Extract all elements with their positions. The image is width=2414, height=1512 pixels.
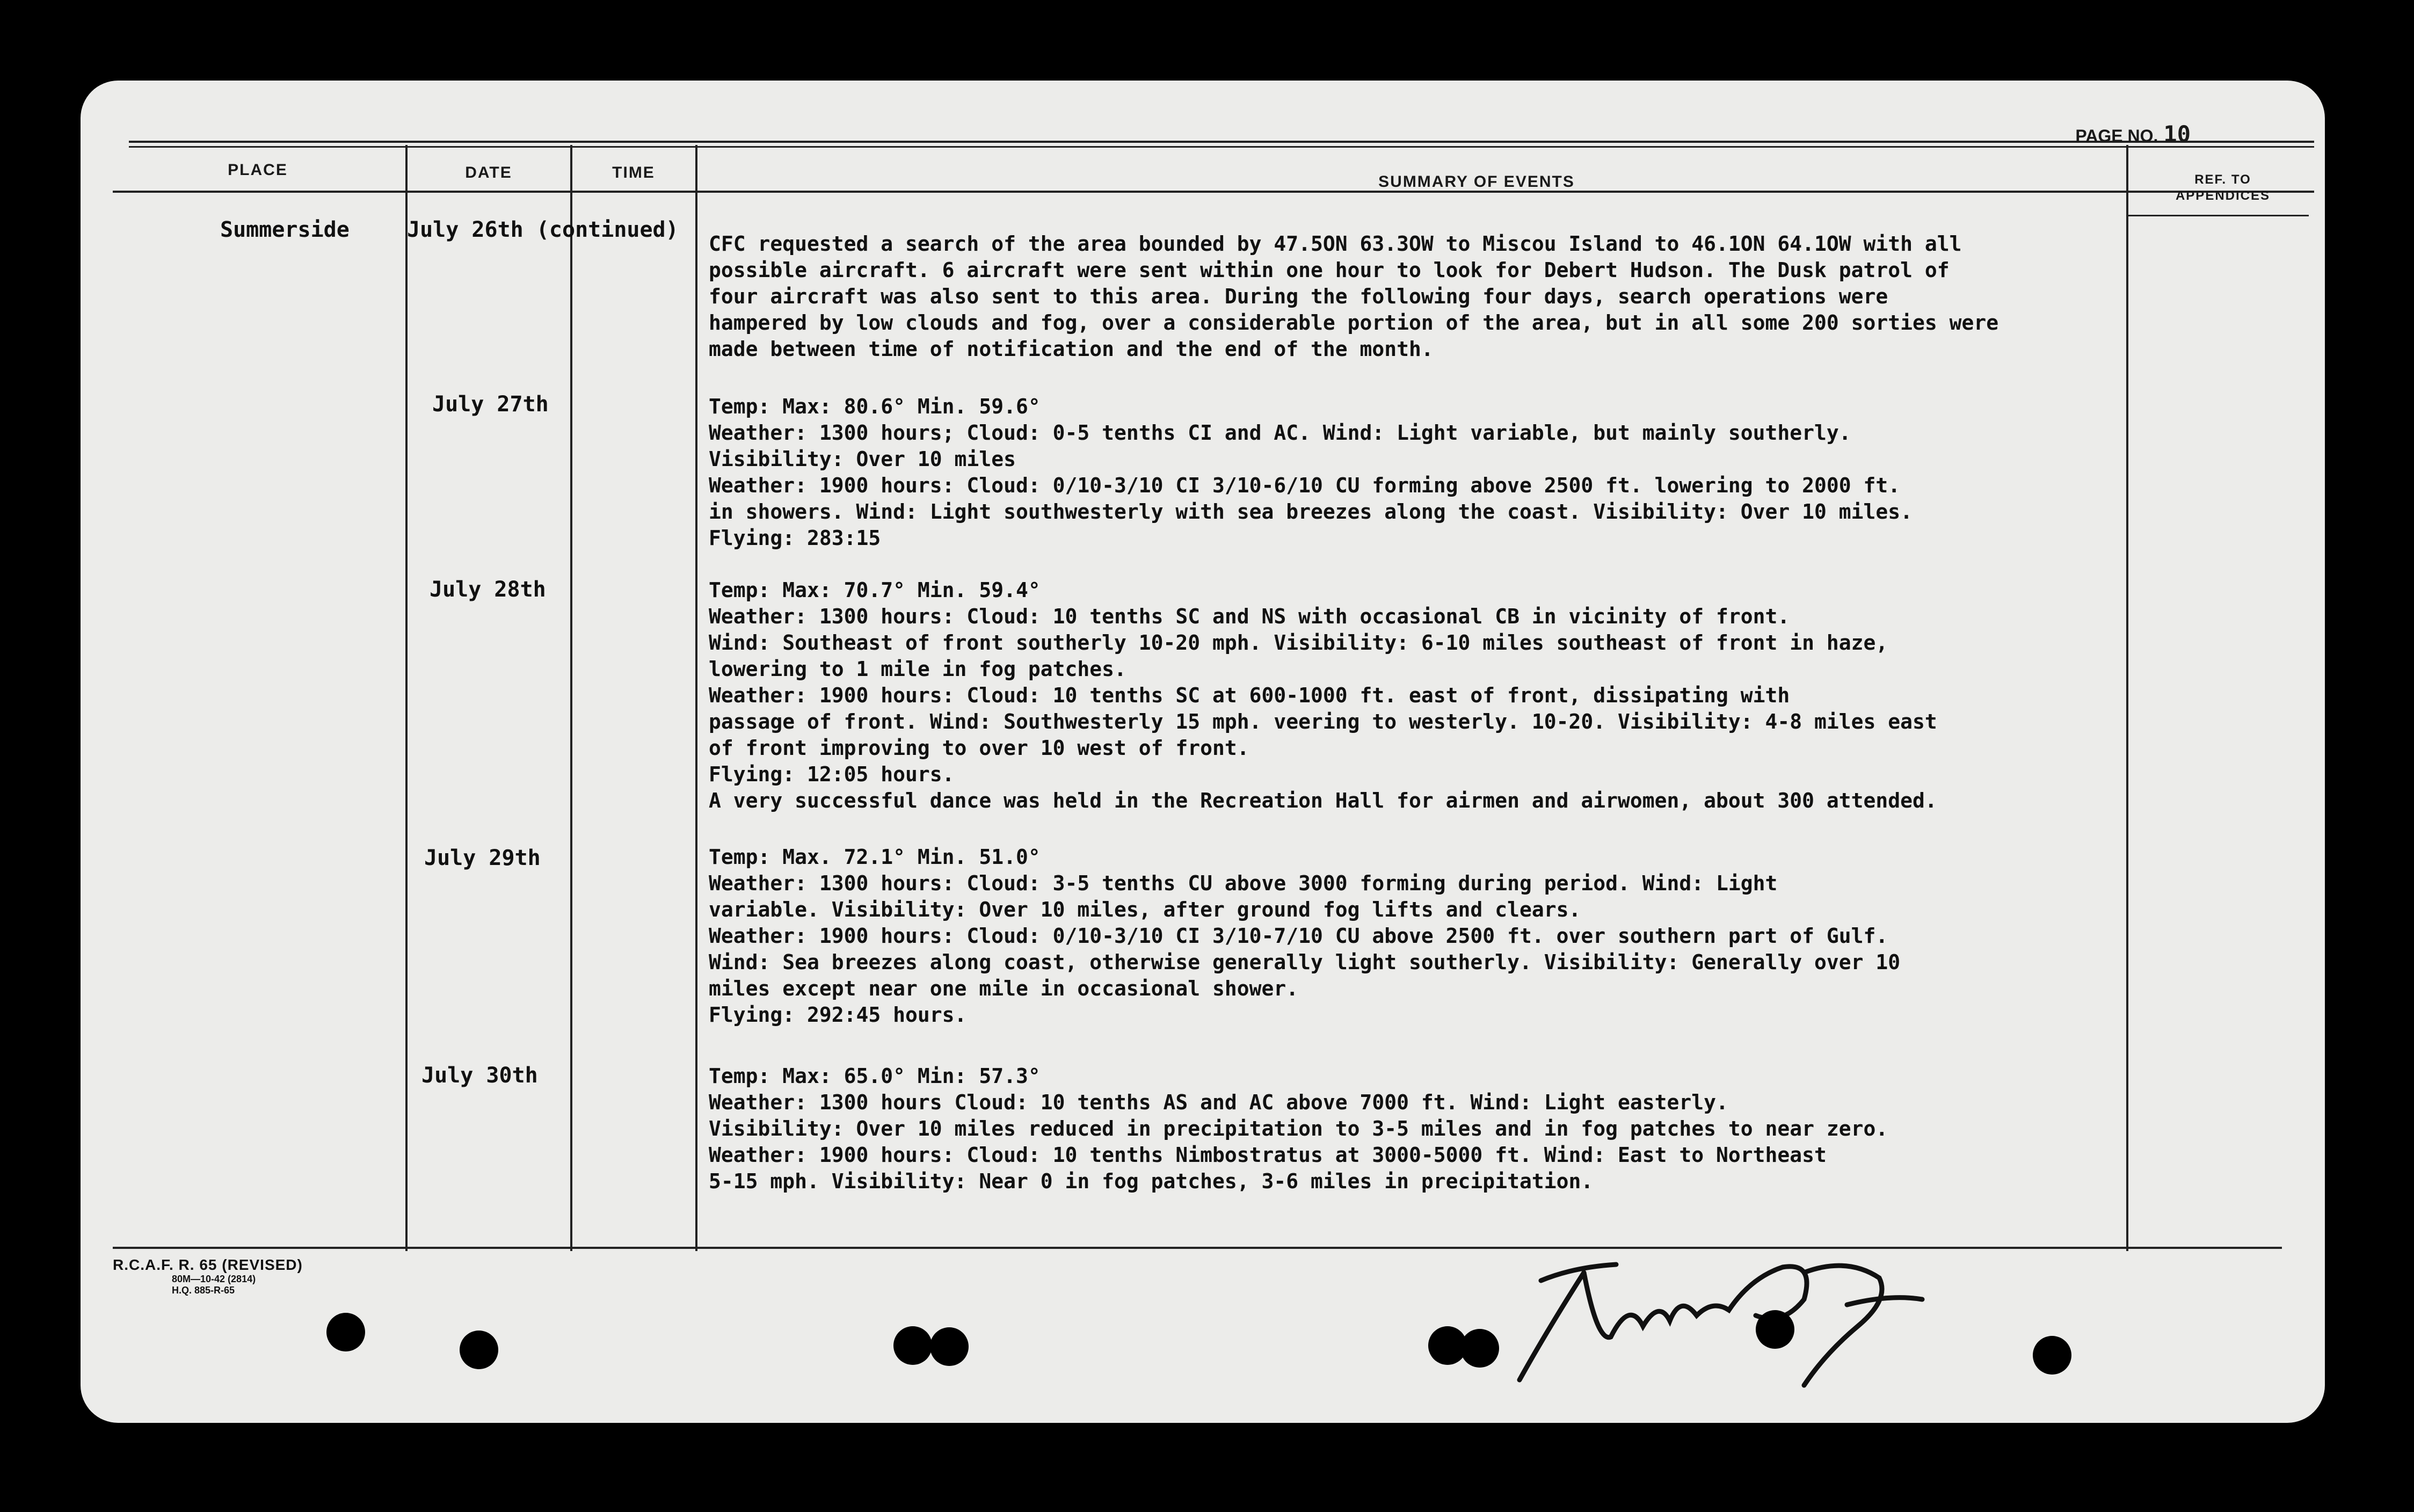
- entry-line: Weather: 1900 hours: Cloud: 0/10-3/10 CI 3/10-7/10 CU above 2500 ft. over southern part of Gulf.: [709, 924, 1888, 948]
- entry-july-26: [709, 231, 2212, 362]
- entry-line: Wind: Southeast of front southerly 10-20 mph. Visibility: 6-10 miles southeast of front in haze,: [709, 631, 1888, 655]
- entry-line: Weather: 1900 hours: Cloud: 0/10-3/10 CI 3/10-6/10 CU forming above 2500 ft. lowering to 2000 ft.: [709, 474, 1901, 497]
- entry-line: Weather: 1900 hours: Cloud: 10 tenths SC at 600-1000 ft. east of front, dissipating with: [709, 684, 1790, 707]
- date-july-27: July 27th: [432, 392, 549, 417]
- summary-header: SUMMARY OF EVENTS: [1378, 173, 1575, 191]
- summary-column-divider: [695, 145, 697, 1251]
- entry-line: Temp: Max: 65.0° Min: 57.3°: [709, 1064, 1041, 1088]
- entry-line: Weather: 1300 hours; Cloud: 0-5 tenths CI and AC. Wind: Light variable, but mainly southerly.: [709, 421, 1851, 445]
- print-code: 80M—10-42 (2814): [172, 1274, 256, 1284]
- entry-line: Temp: Max: 70.7° Min. 59.4°: [709, 578, 1041, 602]
- entry-line: Weather: 1300 hours: Cloud: 3-5 tenths CU above 3000 forming during period. Wind: Light: [709, 871, 1778, 895]
- entry-line: Weather: 1300 hours: Cloud: 10 tenths SC and NS with occasional CB in vicinity of front.: [709, 605, 1790, 628]
- entry-line: Visibility: Over 10 miles: [709, 447, 1016, 471]
- place-cell: Summerside: [220, 217, 350, 242]
- page-label: PAGE NO.: [2075, 126, 2158, 146]
- entry-line: Flying: 283:15: [709, 526, 881, 550]
- punch-hole: [2033, 1336, 2071, 1375]
- entry-line: 5-15 mph. Visibility: Near 0 in fog patches, 3-6 miles in precipitation.: [709, 1169, 1594, 1193]
- page-number-value: 10: [2163, 121, 2191, 147]
- entry-july-29: [709, 844, 2212, 1028]
- punch-hole: [1756, 1310, 1794, 1349]
- form-number: R.C.A.F. R. 65 (REVISED): [113, 1256, 303, 1273]
- date-july-29: July 29th: [424, 846, 541, 870]
- handwritten-signature: [1503, 1235, 2094, 1396]
- entry-line: in showers. Wind: Light southwesterly with sea breezes along the coast. Visibility: Over 10 miles.: [709, 500, 1913, 524]
- entry-line: Weather: 1300 hours Cloud: 10 tenths AS and AC above 7000 ft. Wind: Light easterly.: [709, 1091, 1728, 1114]
- ref-rule: [2126, 215, 2309, 216]
- header-rule: [113, 191, 2314, 193]
- punch-hole: [930, 1327, 969, 1366]
- entry-line: A very successful dance was held in the Recreation Hall for airmen and airwomen, about 300 attended.: [709, 789, 1937, 812]
- date-column-divider: [405, 145, 408, 1251]
- entry-line: possible aircraft. 6 aircraft were sent within one hour to look for Debert Hudson. The Dusk patrol of: [709, 258, 1950, 282]
- date-july-26: July 26th (continued): [407, 217, 679, 242]
- entry-july-27: [709, 394, 2212, 551]
- entry-line: passage of front. Wind: Southwesterly 15 mph. veering to westerly. 10-20. Visibility: 4-8 miles east: [709, 710, 1937, 733]
- time-column-divider: [570, 145, 572, 1251]
- entry-line: hampered by low clouds and fog, over a considerable portion of the area, but in all some 200 sorties were: [709, 311, 1999, 335]
- diary-card: [81, 81, 2325, 1423]
- punch-hole: [1460, 1329, 1499, 1368]
- entry-line: made between time of notification and the end of the month.: [709, 337, 1434, 361]
- entry-july-28: [709, 577, 2212, 814]
- entry-line: of front improving to over 10 west of front.: [709, 736, 1249, 760]
- entry-line: CFC requested a search of the area bounded by 47.5ON 63.3OW to Miscou Island to 46.1ON 64.1OW with all: [709, 232, 1962, 256]
- place-header: PLACE: [228, 161, 288, 179]
- ref-header: REF. TO APPENDICES: [2175, 172, 2271, 203]
- entry-line: Visibility: Over 10 miles reduced in precipitation to 3-5 miles and in fog patches to near zero.: [709, 1117, 1888, 1140]
- entry-july-30: [709, 1063, 2212, 1195]
- top-rule: [129, 141, 2314, 143]
- entry-line: Flying: 12:05 hours.: [709, 762, 955, 786]
- time-header: TIME: [612, 164, 655, 181]
- entry-line: Flying: 292:45 hours.: [709, 1003, 967, 1027]
- entry-line: Temp: Max: 80.6° Min. 59.6°: [709, 395, 1041, 418]
- entry-line: Wind: Sea breezes along coast, otherwise generally light southerly. Visibility: Generally over 10: [709, 950, 1901, 974]
- entry-line: Weather: 1900 hours: Cloud: 10 tenths Nimbostratus at 3000-5000 ft. Wind: East to Northeast: [709, 1143, 1827, 1167]
- form-footer: [113, 1256, 303, 1296]
- punch-hole: [326, 1313, 365, 1351]
- punch-hole: [460, 1331, 498, 1369]
- entry-line: Temp: Max. 72.1° Min. 51.0°: [709, 845, 1041, 869]
- hq-code: H.Q. 885-R-65: [172, 1285, 235, 1296]
- punch-hole: [893, 1326, 932, 1365]
- date-header: DATE: [465, 164, 512, 181]
- page-number: [2075, 121, 2191, 147]
- entry-line: four aircraft was also sent to this area. During the following four days, search operations were: [709, 285, 1888, 308]
- date-july-30: July 30th: [421, 1063, 538, 1088]
- entry-line: lowering to 1 mile in fog patches.: [709, 657, 1126, 681]
- date-july-28: July 28th: [430, 577, 546, 602]
- top-rule-inner: [129, 146, 2314, 148]
- entry-line: variable. Visibility: Over 10 miles, after ground fog lifts and clears.: [709, 898, 1581, 921]
- entry-line: miles except near one mile in occasional shower.: [709, 977, 1299, 1000]
